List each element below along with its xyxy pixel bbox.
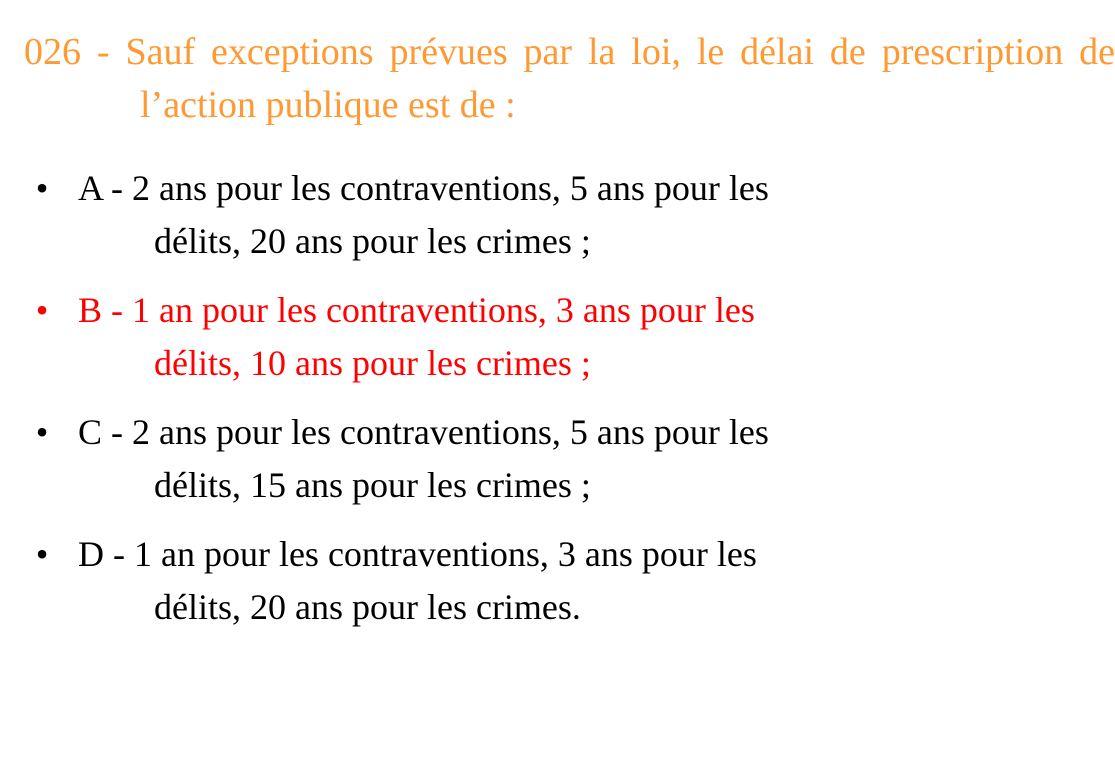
answer-option-b	[30, 284, 1005, 390]
bullet-icon: •	[35, 534, 49, 574]
question-title-line-1: 026 - Sauf exceptions prévues par la loi, le délai de	[24, 31, 866, 73]
answer-option-a	[30, 162, 1005, 268]
answer-option-c	[30, 406, 1005, 512]
bullet-icon: •	[35, 290, 49, 330]
answer-option-d-line-1: D - 1 an pour les contraventions, 3 ans pour les	[78, 534, 757, 574]
answer-option-a-line-1: A - 2 ans pour les contraventions, 5 ans pour les	[78, 168, 769, 208]
bullet-icon: •	[35, 412, 49, 452]
answer-options-list	[30, 162, 1005, 650]
answer-option-c-line-2: délits, 15 ans pour les crimes ;	[154, 465, 591, 505]
answer-option-a-line-2: délits, 20 ans pour les crimes ;	[154, 221, 591, 261]
answer-option-b-line-1: B - 1 an pour les contraventions, 3 ans pour les	[78, 290, 755, 330]
answer-option-c-line-1: C - 2 ans pour les contraventions, 5 ans pour les	[78, 412, 769, 452]
answer-option-d-line-2: délits, 20 ans pour les crimes.	[154, 587, 581, 627]
bullet-icon: •	[35, 168, 49, 208]
question-title-line-2: prescription de l’action publique est de :	[140, 31, 1115, 126]
question-title	[24, 26, 1115, 132]
answer-option-d	[30, 528, 1005, 634]
answer-option-b-line-2: délits, 10 ans pour les crimes ;	[154, 343, 591, 383]
